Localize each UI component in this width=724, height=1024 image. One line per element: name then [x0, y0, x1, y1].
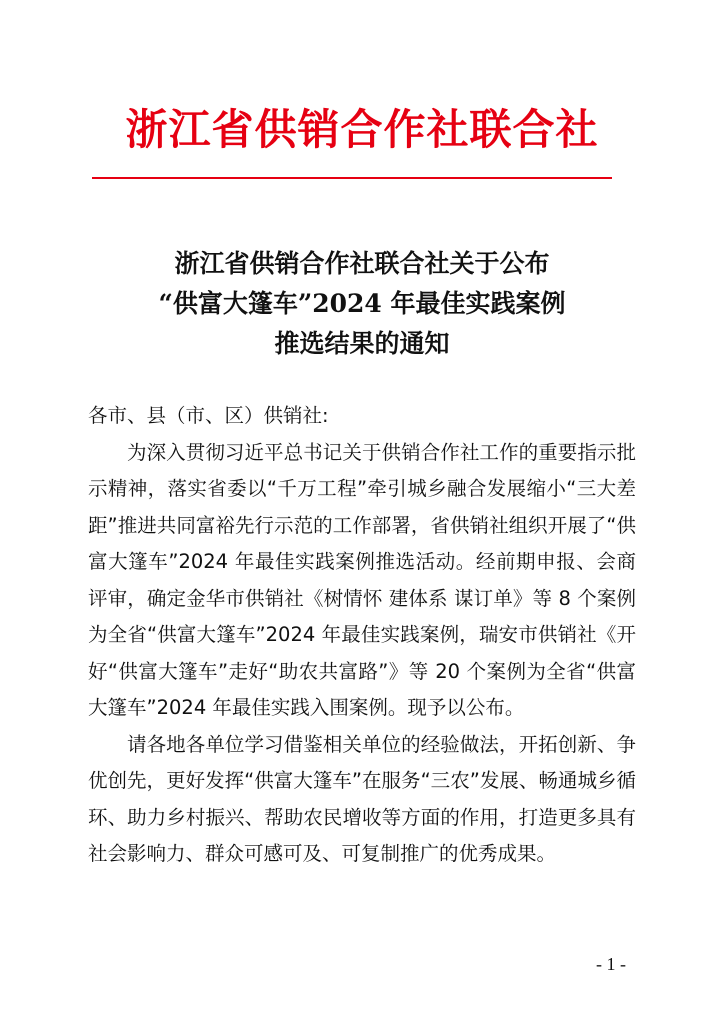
body-paragraph-2: 请各地各单位学习借鉴相关单位的经验做法，开拓创新、争优创先，更好发挥“供富大篷车”在服务“三农”发展、畅通城乡循环、助力乡村振兴、帮助农民增收等方面的作用，打造更多具有社会影响力、群众可感可及、可复制推广的优秀成果。 [88, 732, 636, 865]
title-line-3: 推选结果的通知 [274, 329, 450, 358]
title-line-1: 浙江省供销合作社联合社关于公布 [174, 249, 550, 278]
salutation: 各市、县（市、区）供销社: [88, 404, 329, 427]
document-title [0, 244, 724, 364]
header-divider-rule [92, 177, 612, 179]
document-body [88, 398, 636, 873]
page-number: - 1 - [596, 954, 626, 974]
body-paragraph-1: 为深入贯彻习近平总书记关于供销合作社工作的重要指示批示精神，落实省委以“千万工程”牵引城乡融合发展缩小“三大差距”推进共同富裕先行示范的工作部署，省供销社组织开展了“供富大篷车”2024 年最佳实践案例推选活动。经前期申报、会商评审，确定金华市供销社《树情怀 建体系 谋订单》等 8 个案例为全省“供富大篷车”2024 年最佳实践案例，瑞安市供销社《开好“供富大篷车”走好“助农共富路”》等 20 个案例为全省“供富大篷车”2024 年最佳实践入围案例。现予以公布。 [88, 440, 636, 719]
organization-header: 浙江省供销合作社联合社 [125, 105, 599, 154]
title-line-2: “供富大篷车”2024 年最佳实践案例 [158, 289, 566, 318]
